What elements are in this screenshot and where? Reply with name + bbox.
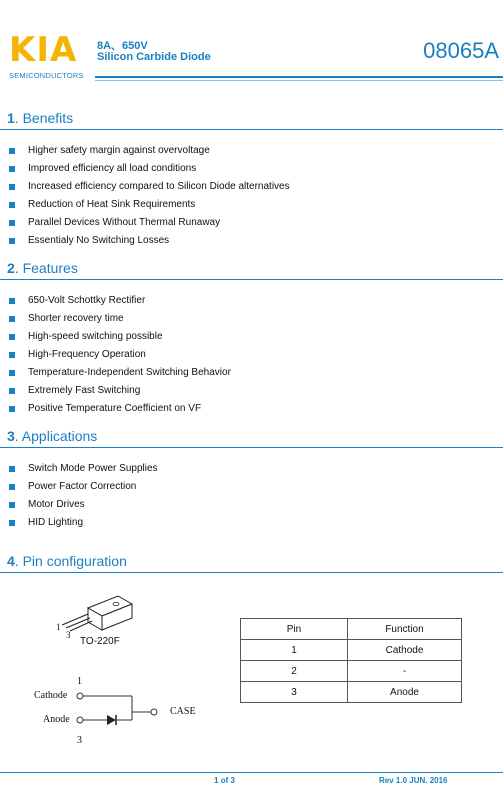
section-number: 1 <box>7 110 15 126</box>
bullet-square-icon <box>9 466 15 472</box>
list-item: High-Frequency Operation <box>9 349 231 367</box>
page-number: 1 of 3 <box>214 776 235 785</box>
product-rating: 8A、650V <box>97 40 148 52</box>
list-item: Improved efficiency all load conditions <box>9 163 290 181</box>
section-title-text: . Pin configuration <box>14 553 127 569</box>
table-header-cell: Function <box>348 619 462 640</box>
list-item: Positive Temperature Coefficient on VF <box>9 403 231 421</box>
cathode-label: Cathode <box>34 690 68 701</box>
bullet-square-icon <box>9 484 15 490</box>
table-cell: Anode <box>348 682 462 703</box>
list-item: 650-Volt Schottky Rectifier <box>9 295 231 313</box>
list-item: Temperature-Independent Switching Behavior <box>9 367 231 385</box>
footer-divider <box>0 772 503 773</box>
benefits-list <box>9 145 290 253</box>
case-label: CASE <box>170 706 196 717</box>
section-title-benefits <box>7 110 73 126</box>
list-item: Higher safety margin against overvoltage <box>9 145 290 163</box>
bullet-square-icon <box>9 166 15 172</box>
bullet-square-icon <box>9 370 15 376</box>
part-number: 08065A <box>423 38 499 63</box>
list-item: Switch Mode Power Supplies <box>9 463 158 481</box>
table-header-cell: Pin <box>241 619 348 640</box>
bullet-square-icon <box>9 148 15 154</box>
section-title-text: . Benefits <box>14 110 74 126</box>
section-title-text: . Features <box>14 260 78 276</box>
applications-list <box>9 463 158 535</box>
table-row <box>241 661 462 682</box>
table-cell: - <box>348 661 462 682</box>
section-title-applications <box>7 428 97 444</box>
bullet-square-icon <box>9 184 15 190</box>
bullet-square-icon <box>9 352 15 358</box>
revision-info: Rev 1.0 JUN. 2016 <box>379 776 448 785</box>
section-divider <box>0 279 503 280</box>
table-cell: 3 <box>241 682 348 703</box>
list-item: Increased efficiency compared to Silicon Diode alternatives <box>9 181 290 199</box>
section-number: 4 <box>7 553 15 569</box>
section-title-text: . Applications <box>14 428 98 444</box>
header-divider <box>95 76 503 78</box>
section-divider <box>0 129 503 130</box>
list-item: Motor Drives <box>9 499 158 517</box>
bullet-square-icon <box>9 298 15 304</box>
package-pin-3-label: 3 <box>66 630 71 640</box>
bullet-square-icon <box>9 316 15 322</box>
list-item: HID Lighting <box>9 517 158 535</box>
pin-function-table <box>240 618 462 703</box>
bullet-square-icon <box>9 388 15 394</box>
features-list <box>9 295 231 421</box>
section-number: 3 <box>7 428 15 444</box>
table-row <box>241 682 462 703</box>
list-item: Parallel Devices Without Thermal Runaway <box>9 217 290 235</box>
section-number: 2 <box>7 260 15 276</box>
table-cell: Cathode <box>348 640 462 661</box>
symbol-pin-1-label: 1 <box>77 676 82 687</box>
section-divider <box>0 572 503 573</box>
header-divider-thin <box>95 80 503 81</box>
bullet-square-icon <box>9 406 15 412</box>
bullet-square-icon <box>9 520 15 526</box>
package-pin-1-label: 1 <box>56 622 61 632</box>
table-cell: 1 <box>241 640 348 661</box>
list-item: Reduction of Heat Sink Requirements <box>9 199 290 217</box>
bullet-square-icon <box>9 238 15 244</box>
anode-label: Anode <box>43 714 70 725</box>
list-item: Power Factor Correction <box>9 481 158 499</box>
section-title-pin-configuration <box>7 553 127 569</box>
bullet-square-icon <box>9 202 15 208</box>
package-name: TO-220F <box>80 636 120 647</box>
symbol-pin-3-label: 3 <box>77 735 82 746</box>
diode-schematic-symbol <box>70 688 170 733</box>
company-logo: KIA <box>9 30 78 70</box>
company-logo-subtitle: SEMICONDUCTORS <box>9 71 84 80</box>
product-type: Silicon Carbide Diode <box>97 51 211 63</box>
list-item: Essentialy No Switching Losses <box>9 235 290 253</box>
table-cell: 2 <box>241 661 348 682</box>
list-item: High-speed switching possible <box>9 331 231 349</box>
bullet-square-icon <box>9 502 15 508</box>
list-item: Shorter recovery time <box>9 313 231 331</box>
bullet-square-icon <box>9 334 15 340</box>
bullet-square-icon <box>9 220 15 226</box>
section-title-features <box>7 260 78 276</box>
table-header-row <box>241 619 462 640</box>
list-item: Extremely Fast Switching <box>9 385 231 403</box>
section-divider <box>0 447 503 448</box>
table-row <box>241 640 462 661</box>
